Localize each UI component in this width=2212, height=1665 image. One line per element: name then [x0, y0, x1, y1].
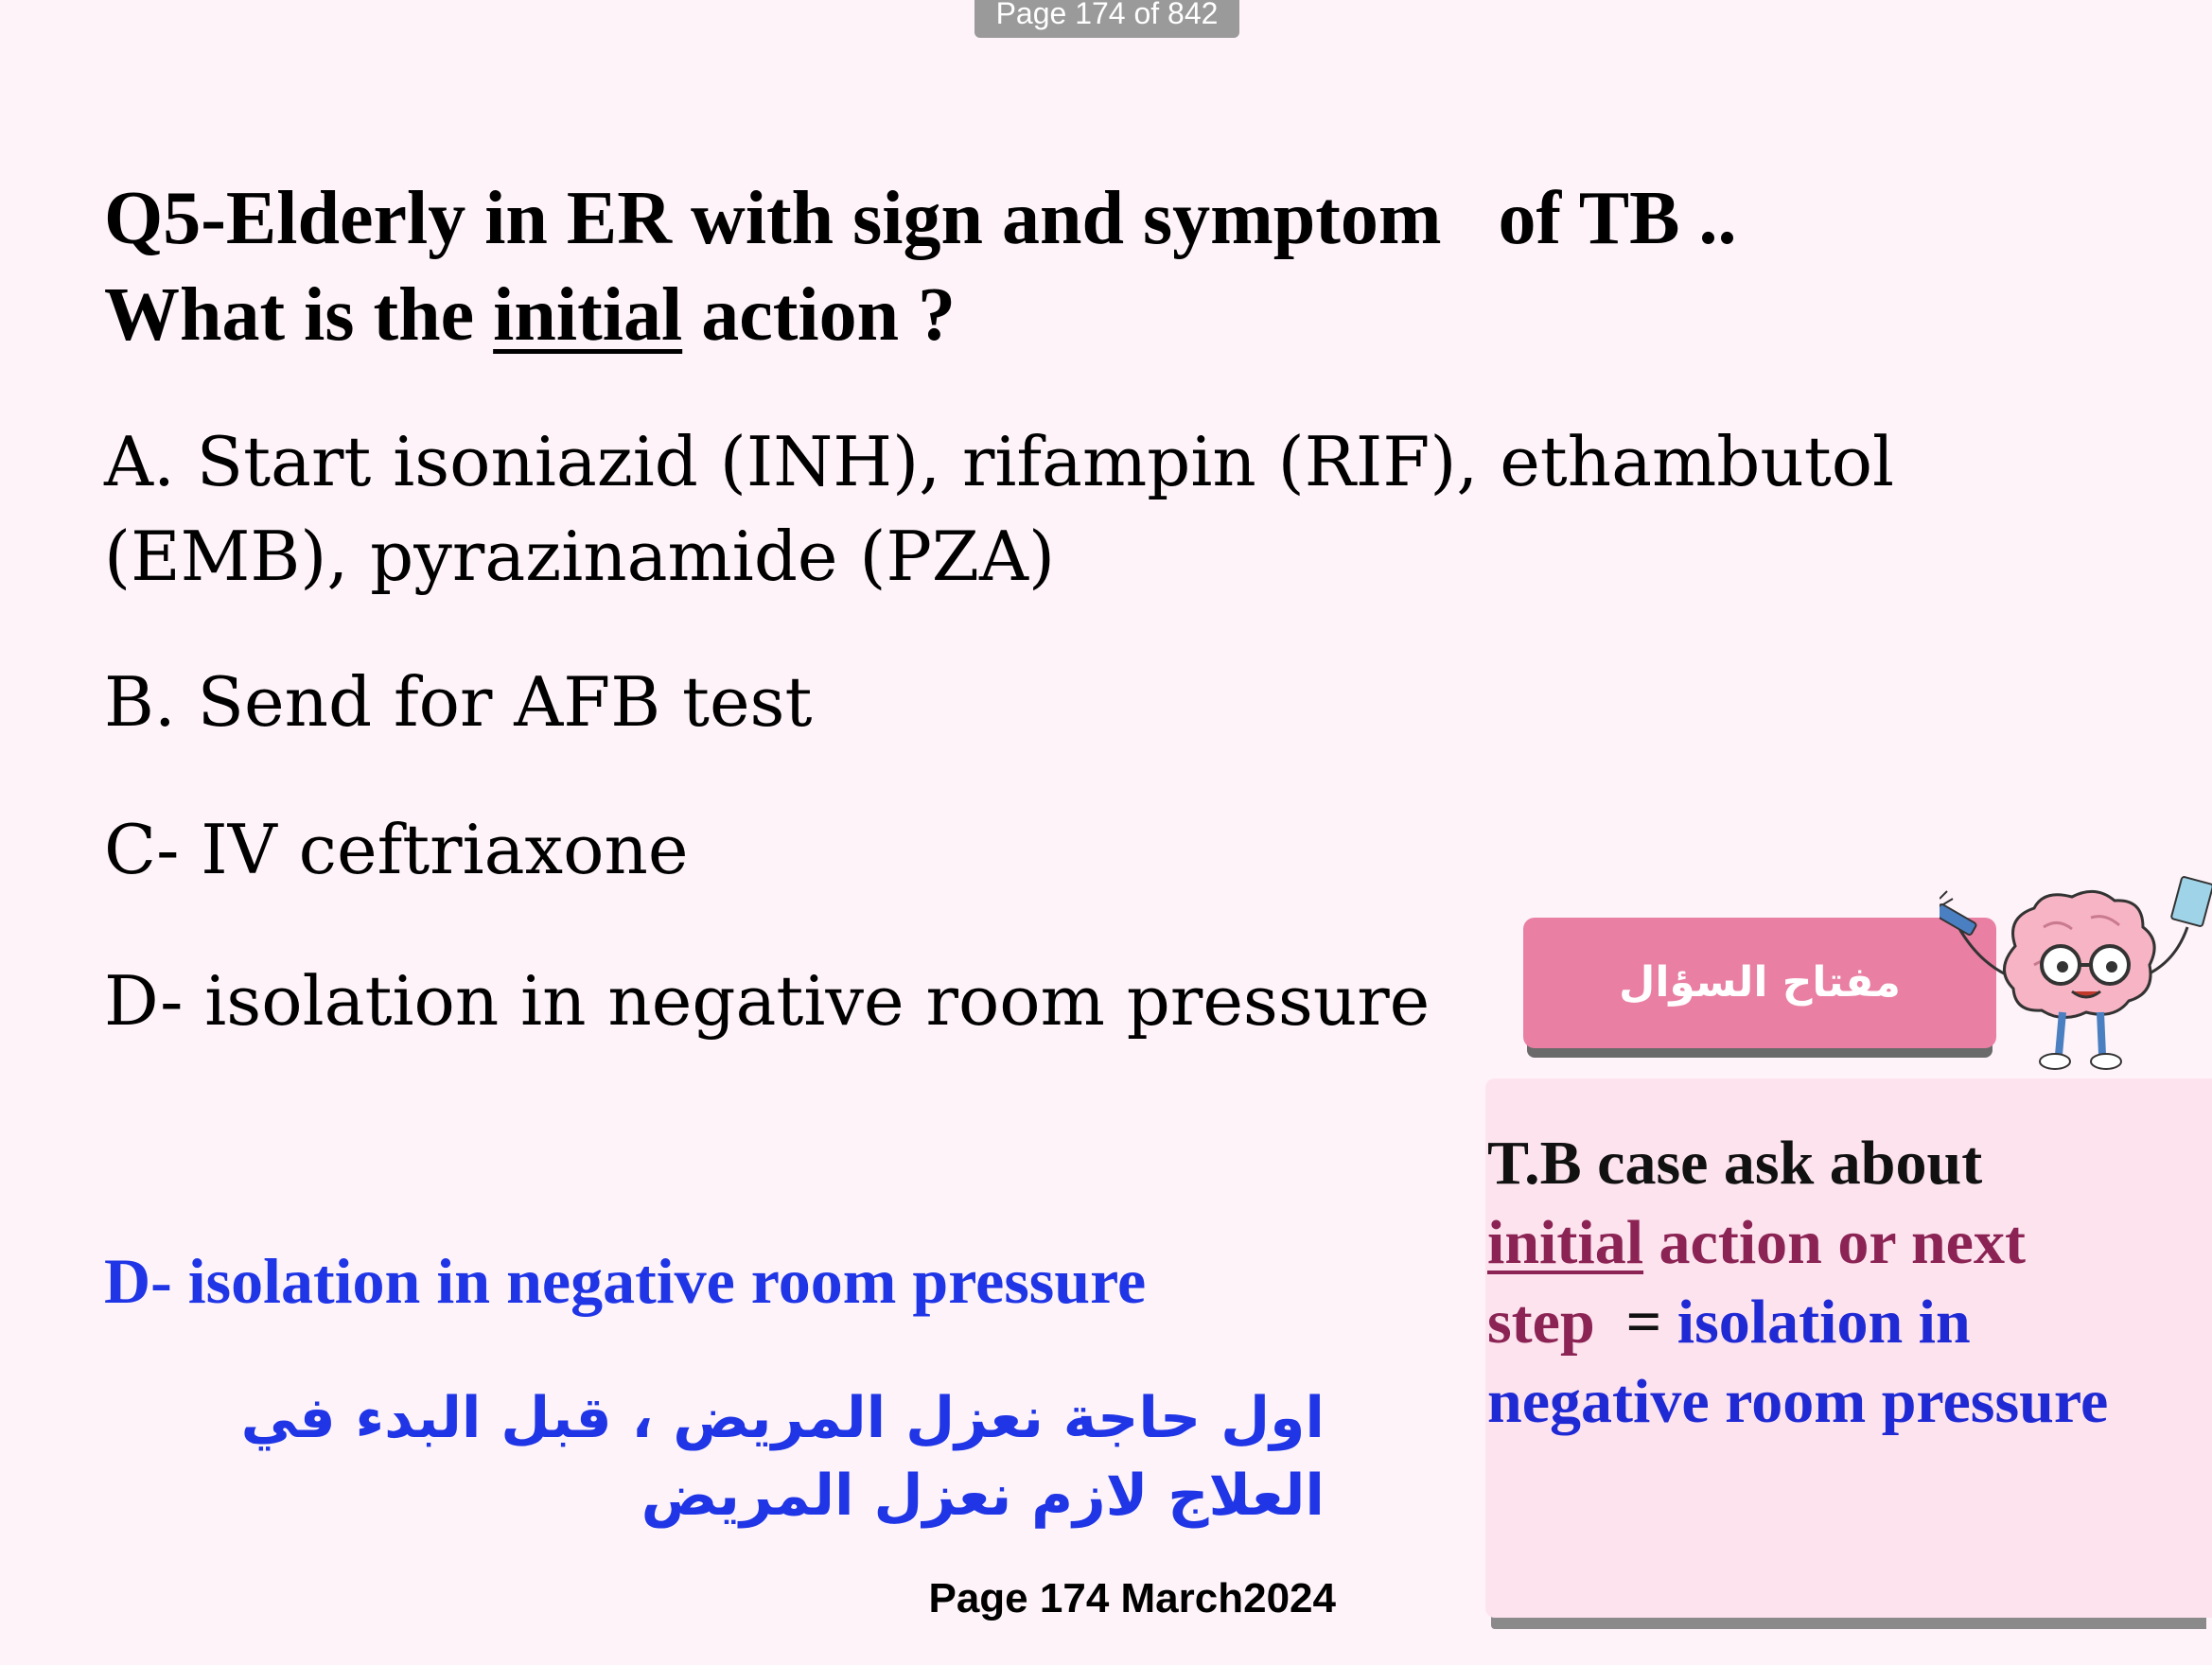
option-b: B. Send for AFB test — [104, 662, 813, 742]
brain-mascot-icon — [1940, 870, 2212, 1078]
key-line-2 — [1487, 1203, 2212, 1283]
question-text — [104, 170, 1949, 363]
option-a-line-2: (EMB), pyrazinamide (PZA) — [104, 517, 1056, 596]
key-line-1 — [1487, 1124, 2212, 1203]
question-line-2-start: What is the — [104, 273, 494, 357]
question-line-2-end: action ? — [682, 273, 957, 357]
key-line-2-text: action or next — [1643, 1208, 2026, 1277]
key-line-3-blue: isolation in — [1677, 1288, 1971, 1357]
question-line-1: Q5-Elderly in ER with sign and symptom of TB .. — [104, 177, 1737, 260]
key-line-4 — [1487, 1362, 2212, 1442]
key-line-3-step: step — [1487, 1288, 1595, 1357]
arabic-explanation: اول حاجة نعزل المريض ، قبل البدء في العلاج لازم نعزل المريض — [240, 1385, 1325, 1529]
question-line-2 — [104, 267, 1949, 363]
correct-answer: D- isolation in negative room pressure — [104, 1245, 1147, 1317]
key-line-4-blue: negative room pressure — [1487, 1367, 2109, 1436]
option-c: C- IV ceftriaxone — [104, 810, 689, 889]
option-a-line-1: A. Start isoniazid (INH), rifampin (RIF), ethambutol — [104, 422, 1895, 501]
key-line-3 — [1487, 1283, 2212, 1362]
option-a — [104, 414, 1894, 604]
key-keyword-initial: initial — [1487, 1208, 1644, 1277]
page-indicator: Page 174 of 842 — [974, 0, 1239, 38]
question-keyword-initial: initial — [493, 273, 683, 357]
option-d: D- isolation in negative room pressure — [104, 961, 1431, 1041]
page-footer: Page 174 March2024 — [928, 1575, 1336, 1621]
key-explanation-text — [1487, 1124, 2212, 1442]
key-equals: = — [1594, 1288, 1677, 1357]
key-line-1-text: T.B case ask about — [1487, 1129, 1983, 1198]
question-key-label — [1523, 918, 1996, 1048]
question-key-label-text: مفتاح السؤال — [1619, 958, 1901, 1007]
